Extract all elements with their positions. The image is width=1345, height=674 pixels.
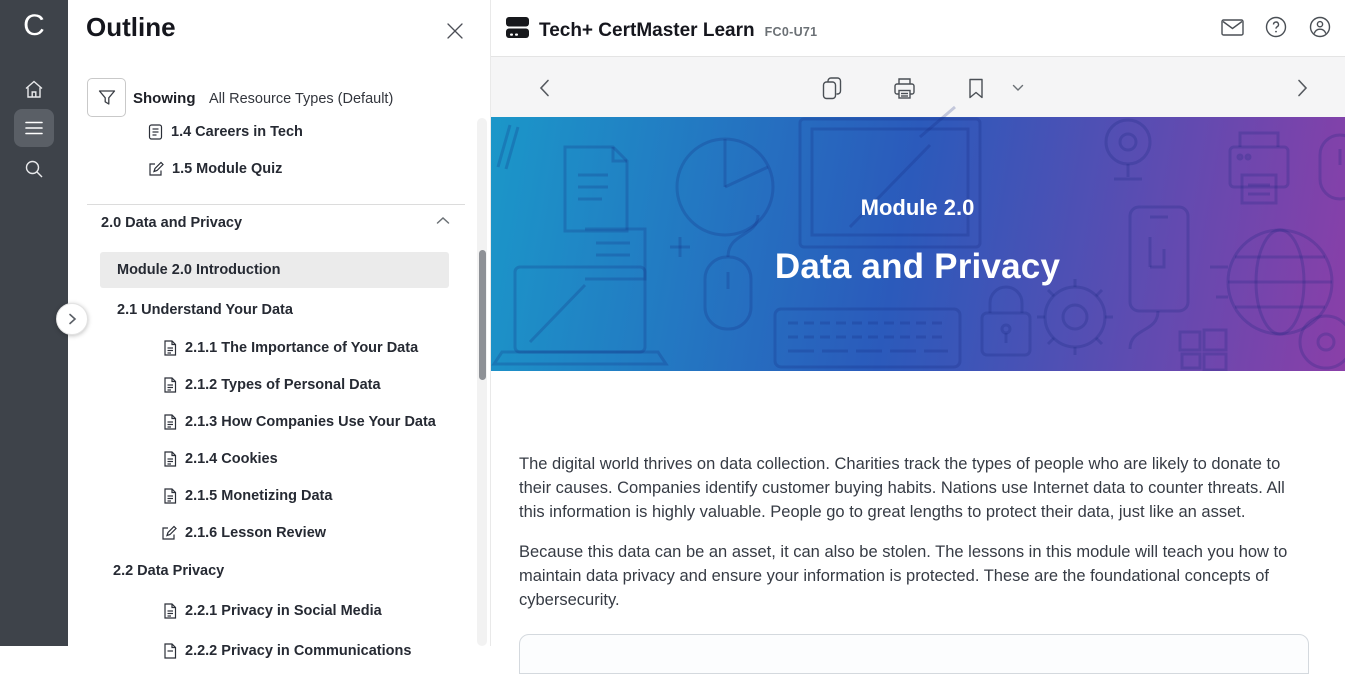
banner-module-label: Module 2.0 (860, 195, 975, 220)
funnel-icon (98, 89, 116, 107)
close-icon (445, 21, 465, 41)
outline-item-label: 1.5 Module Quiz (172, 161, 283, 177)
outline-item-label: 1.4 Careers in Tech (171, 124, 303, 140)
messages-button[interactable] (1219, 14, 1245, 40)
mail-icon (1221, 19, 1244, 36)
outline-item-label: 2.1.5 Monetizing Data (185, 488, 333, 504)
app-header (490, 0, 1345, 57)
brand (506, 14, 817, 42)
previous-page-button[interactable] (532, 76, 556, 100)
lesson-paragraph: The digital world thrives on data collection. Charities track the types of people who are likely to donate to their causes. Companies identify customer buying habits. Nations use Internet data to counter threats. All this information is highly valuable. People go to great lengths to protect their data, just like an asset. (519, 455, 1285, 521)
lesson-content (490, 371, 1345, 646)
outline-item-label: 2.1.1 The Importance of Your Data (185, 340, 419, 356)
document-icon (163, 340, 177, 356)
search-button[interactable] (14, 150, 54, 188)
help-button[interactable] (1263, 14, 1289, 40)
home-button[interactable] (14, 70, 54, 108)
outline-item-2-1-4[interactable] (163, 447, 278, 471)
banner-title: Data and Privacy (774, 247, 1061, 286)
outline-panel (68, 0, 491, 659)
outline-item-2-2-2-partial[interactable] (163, 639, 411, 663)
app-title: Tech+ CertMaster Learn (539, 20, 755, 41)
chevron-left-icon (539, 79, 550, 97)
content-card-partial (519, 634, 1309, 674)
outline-item-2-1-1[interactable] (163, 336, 418, 360)
home-icon (24, 80, 44, 99)
print-icon (893, 77, 916, 100)
document-icon (163, 451, 177, 467)
outline-item-1-4[interactable] (148, 120, 303, 144)
document-icon (163, 488, 177, 504)
document-icon (163, 377, 177, 393)
comptia-logo: C (23, 9, 45, 42)
outline-item-2-1[interactable] (117, 298, 293, 322)
search-icon (24, 159, 44, 179)
account-icon (1309, 16, 1331, 38)
filter-button[interactable] (87, 78, 126, 117)
module-banner (490, 117, 1345, 371)
outline-item-2-1-2[interactable] (163, 373, 381, 397)
copy-icon (822, 77, 842, 100)
outline-item-label: 2.1.6 Lesson Review (185, 525, 327, 541)
outline-section-label: 2.0 Data and Privacy (101, 215, 243, 231)
outline-item-label: Module 2.0 Introduction (117, 262, 281, 278)
outline-item-label: 2.2.1 Privacy in Social Media (185, 603, 382, 619)
document-icon (163, 603, 177, 619)
chevron-right-icon (68, 313, 77, 325)
outline-item-label: 2.1.4 Cookies (185, 451, 278, 467)
outline-menu-button[interactable] (14, 109, 54, 147)
edit-icon (161, 525, 177, 541)
outline-item-2-2[interactable] (113, 559, 224, 583)
close-panel-button[interactable] (442, 18, 468, 44)
outline-item-label: 2.1.3 How Companies Use Your Data (185, 414, 436, 430)
outline-item-module-intro-selected[interactable] (100, 252, 449, 288)
edit-icon (148, 161, 164, 177)
document-icon (163, 643, 177, 659)
course-code: FC0-U71 (764, 25, 818, 39)
bookmark-dropdown-button[interactable] (1006, 76, 1030, 100)
document-icon (163, 414, 177, 430)
chevron-up-icon[interactable] (436, 216, 450, 225)
document-list-icon (148, 124, 163, 140)
account-button[interactable] (1307, 14, 1333, 40)
outline-divider (87, 204, 465, 205)
certmaster-logo-icon (506, 17, 529, 39)
outline-item-2-1-3[interactable] (163, 410, 436, 434)
outline-item-1-5[interactable] (148, 157, 282, 181)
outline-item-label: 2.1 Understand Your Data (117, 302, 293, 318)
outline-item-2-2-1[interactable] (163, 599, 382, 623)
next-page-button[interactable] (1290, 76, 1314, 100)
bookmark-icon (968, 78, 984, 99)
copy-button[interactable] (820, 76, 844, 100)
menu-icon (25, 121, 43, 135)
chevron-down-icon (1012, 84, 1024, 92)
outline-title: Outline (86, 12, 176, 42)
outline-item-label: 2.1.2 Types of Personal Data (185, 377, 381, 393)
outline-item-2-1-5[interactable] (163, 484, 332, 508)
filter-showing-label: Showing (133, 90, 196, 107)
outline-item-label: 2.2 Data Privacy (113, 563, 225, 579)
bookmark-button[interactable] (964, 76, 988, 100)
outline-item-2-1-6[interactable] (161, 521, 326, 545)
panel-collapse-button[interactable] (56, 303, 88, 335)
filter-value[interactable]: All Resource Types (Default) (209, 91, 394, 107)
print-button[interactable] (892, 76, 916, 100)
outline-section-2-0[interactable] (101, 211, 242, 235)
outline-scrollbar-thumb[interactable] (479, 250, 486, 380)
outline-item-label: 2.2.2 Privacy in Communications (185, 643, 412, 659)
lesson-toolbar (490, 57, 1345, 117)
chevron-right-icon (1297, 79, 1308, 97)
outline-scrollbar-track[interactable] (477, 118, 487, 646)
lesson-paragraph: Because this data can be an asset, it can also be stolen. The lessons in this module will teach you how to maintain data privacy and ensure your information is protected. These are the foundational concepts of cybersecurity. (519, 543, 1288, 609)
help-icon (1265, 16, 1287, 38)
